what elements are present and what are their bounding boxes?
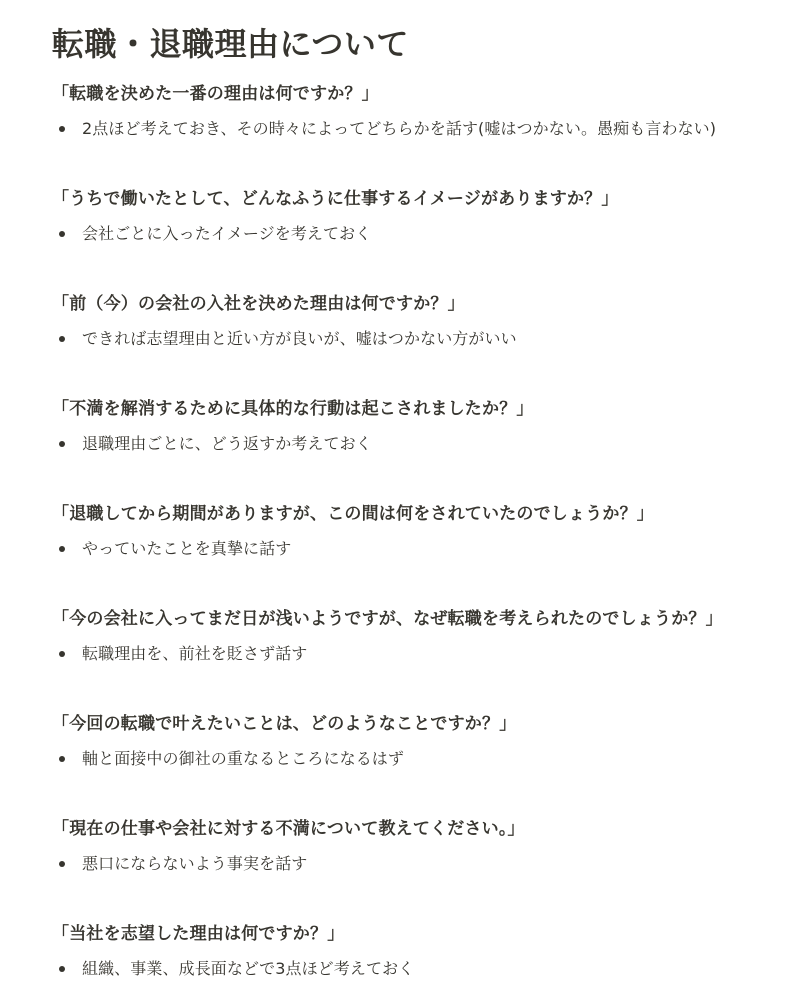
bullet-dot-icon <box>59 651 65 657</box>
answer-text: 悪口にならないよう事実を話す <box>82 854 308 873</box>
question-heading: 「今の会社に入ってまだ日が浅いようですが、なぜ転職を考えられたのでしょうか？」 <box>52 609 723 629</box>
answer-list <box>52 852 792 876</box>
answer-bullet-item <box>52 957 792 981</box>
answer-text: 退職理由ごとに、どう返すか考えておく <box>82 434 372 453</box>
qa-section <box>52 82 792 141</box>
answer-bullet-item <box>52 432 792 456</box>
qa-section <box>52 187 792 246</box>
question-heading: 「現在の仕事や会社に対する不満について教えてください。」 <box>52 819 525 839</box>
answer-bullet-item <box>52 747 792 771</box>
qa-section <box>52 817 792 876</box>
question-heading: 「退職してから期間がありますが、この間は何をされていたのでしょうか？」 <box>52 504 654 524</box>
answer-bullet-item <box>52 852 792 876</box>
answer-list <box>52 537 792 561</box>
answer-bullet-item <box>52 537 792 561</box>
bullet-dot-icon <box>59 336 65 342</box>
question-heading: 「転職を決めた一番の理由は何ですか？」 <box>52 84 379 104</box>
answer-list <box>52 957 792 981</box>
question-heading: 「うちで働いたとして、どんなふうに仕事するイメージがありますか？」 <box>52 189 619 209</box>
qa-section <box>52 502 792 561</box>
answer-bullet-item <box>52 327 792 351</box>
qa-section <box>52 922 792 981</box>
bullet-dot-icon <box>59 546 65 552</box>
qa-section <box>52 607 792 666</box>
answer-list <box>52 747 792 771</box>
question-heading: 「不満を解消するために具体的な行動は起こされましたか？」 <box>52 399 534 419</box>
answer-list <box>52 432 792 456</box>
answer-text: 組織、事業、成長面などで3点ほど考えておく <box>82 959 415 978</box>
answer-text: 会社ごとに入ったイメージを考えておく <box>82 224 372 243</box>
answer-list <box>52 222 792 246</box>
qa-section <box>52 712 792 771</box>
answer-list <box>52 117 792 141</box>
answer-text: 軸と面接中の御社の重なるところになるはず <box>82 749 405 768</box>
answer-text: やっていたことを真摯に話す <box>82 539 292 558</box>
answer-bullet-item <box>52 642 792 666</box>
bullet-dot-icon <box>59 126 65 132</box>
qa-section <box>52 397 792 456</box>
answer-text: 2点ほど考えておき、その時々によってどちらかを話す(嘘はつかない。愚痴も言わない) <box>82 119 717 138</box>
answer-list <box>52 327 792 351</box>
answer-bullet-item <box>52 117 792 141</box>
qa-section <box>52 292 792 351</box>
answer-text: 転職理由を、前社を貶さず話す <box>82 644 308 663</box>
bullet-dot-icon <box>59 441 65 447</box>
answer-bullet-item <box>52 222 792 246</box>
answer-text: できれば志望理由と近い方が良いが、嘘はつかない方がいい <box>82 329 517 348</box>
bullet-dot-icon <box>59 861 65 867</box>
bullet-dot-icon <box>59 756 65 762</box>
page-title: 転職・退職理由について <box>52 25 409 63</box>
answer-list <box>52 642 792 666</box>
question-heading: 「前（今）の会社の入社を決めた理由は何ですか？」 <box>52 294 465 314</box>
question-heading: 「当社を志望した理由は何ですか？」 <box>52 924 345 944</box>
question-heading: 「今回の転職で叶えたいことは、どのようなことですか？」 <box>52 714 517 734</box>
bullet-dot-icon <box>59 231 65 237</box>
bullet-dot-icon <box>59 966 65 972</box>
